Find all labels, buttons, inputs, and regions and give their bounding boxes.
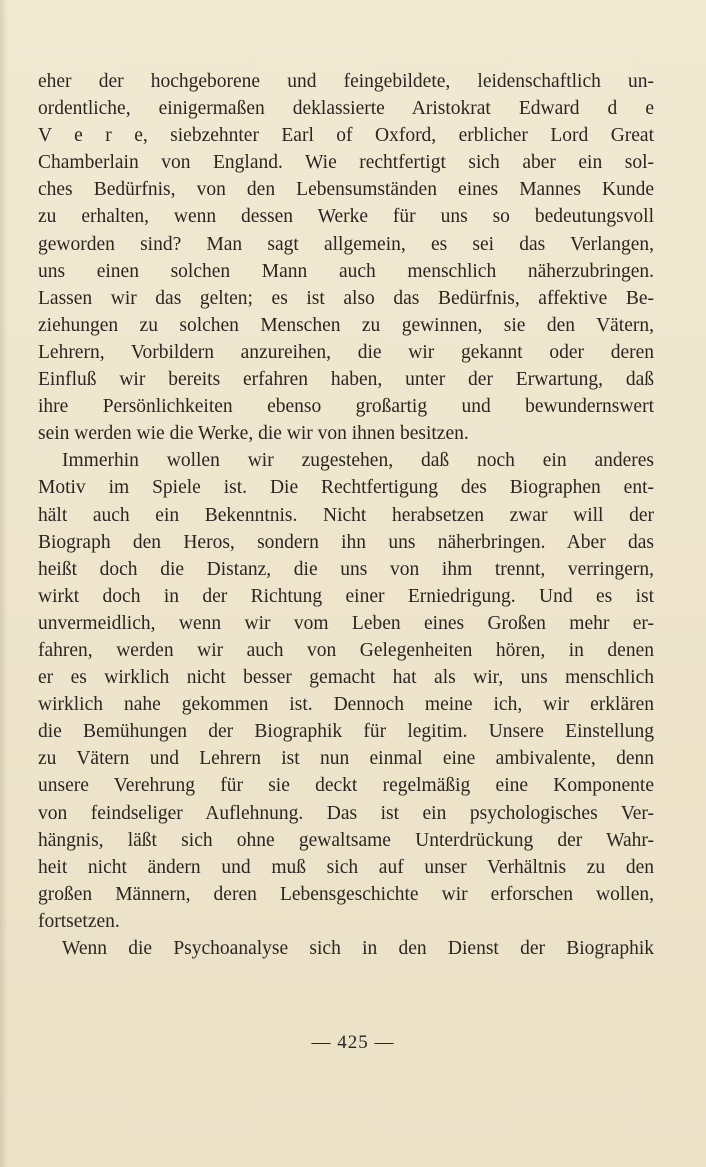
text-line: Wenn die Psychoanalyse sich in den Dienst der Biographik: [62, 938, 654, 959]
text-line: unvermeidlich, wenn wir vom Leben eines Großen mehr er-: [38, 612, 654, 634]
text-line: Immerhin wollen wir zugestehen, daß noch ein anderes: [62, 450, 654, 472]
text-line: ches Bedürfnis, von den Lebensumständen eines Mannes Kunde: [38, 179, 654, 201]
text-line: ziehungen zu solchen Menschen zu gewinnen, sie den Vätern,: [38, 314, 654, 336]
text-line: Lehrern, Vorbildern anzureihen, die wir gekannt oder deren: [38, 341, 654, 363]
text-line: ihre Persönlichkeiten ebenso großartig und bewundernswert: [38, 396, 654, 418]
text-line: großen Männern, deren Lebensgeschichte wir erforschen wollen,: [38, 883, 654, 905]
text-line: Chamberlain von England. Wie rechtfertigt sich aber ein sol-: [38, 152, 654, 174]
text-line: Biograph den Heros, sondern ihn uns näherbringen. Aber das: [38, 531, 654, 553]
text-line: heißt doch die Distanz, die uns von ihm trennt, verringern,: [38, 558, 654, 580]
text-line: zu erhalten, wenn dessen Werke für uns so bedeutungsvoll: [38, 206, 654, 228]
text-line: Lassen wir das gelten; es ist also das Bedürfnis, affektive Be-: [38, 287, 654, 309]
text-line: geworden sind? Man sagt allgemein, es sei das Verlangen,: [38, 233, 654, 255]
text-line: wirkt doch in der Richtung einer Erniedrigung. Und es ist: [38, 585, 654, 607]
text-line: ordentliche, einigermaßen deklassierte Aristokrat Edward d e: [38, 98, 654, 120]
text-line: die Bemühungen der Biographik für legitim. Unsere Einstellung: [38, 721, 654, 743]
text-line: eher der hochgeborene und feingebildete, leidenschaftlich un-: [38, 71, 654, 92]
text-line: sein werden wie die Werke, die wir von ihnen besitzen.: [38, 423, 469, 445]
text-line: hält auch ein Bekenntnis. Nicht herabsetzen zwar will der: [38, 504, 654, 526]
text-line: zu Vätern und Lehrern ist nun einmal eine ambivalente, denn: [38, 748, 654, 770]
text-line: uns einen solchen Mann auch menschlich näherzubringen.: [38, 260, 654, 282]
text-line: hängnis, läßt sich ohne gewaltsame Unterdrückung der Wahr-: [38, 829, 654, 851]
text-line: Einfluß wir bereits erfahren haben, unter der Erwartung, daß: [38, 369, 654, 391]
text-line: unsere Verehrung für sie deckt regelmäßig eine Komponente: [38, 775, 654, 797]
text-line: V e r e, siebzehnter Earl of Oxford, erblicher Lord Great: [38, 125, 654, 147]
text-line: heit nicht ändern und muß sich auf unser Verhältnis zu den: [38, 856, 654, 878]
body-text: [38, 68, 654, 962]
page-number: — 425 —: [311, 1032, 395, 1053]
text-line: von feindseliger Auflehnung. Das ist ein psychologisches Ver-: [38, 802, 654, 824]
text-line: Motiv im Spiele ist. Die Rechtfertigung des Biographen ent-: [38, 477, 654, 499]
text-line: fahren, werden wir auch von Gelegenheiten hören, in denen: [38, 639, 654, 661]
text-line: er es wirklich nicht besser gemacht hat als wir, uns menschlich: [38, 667, 654, 689]
text-line: fortsetzen.: [38, 910, 120, 932]
text-line: wirklich nahe gekommen ist. Dennoch meine ich, wir erklären: [38, 694, 654, 716]
